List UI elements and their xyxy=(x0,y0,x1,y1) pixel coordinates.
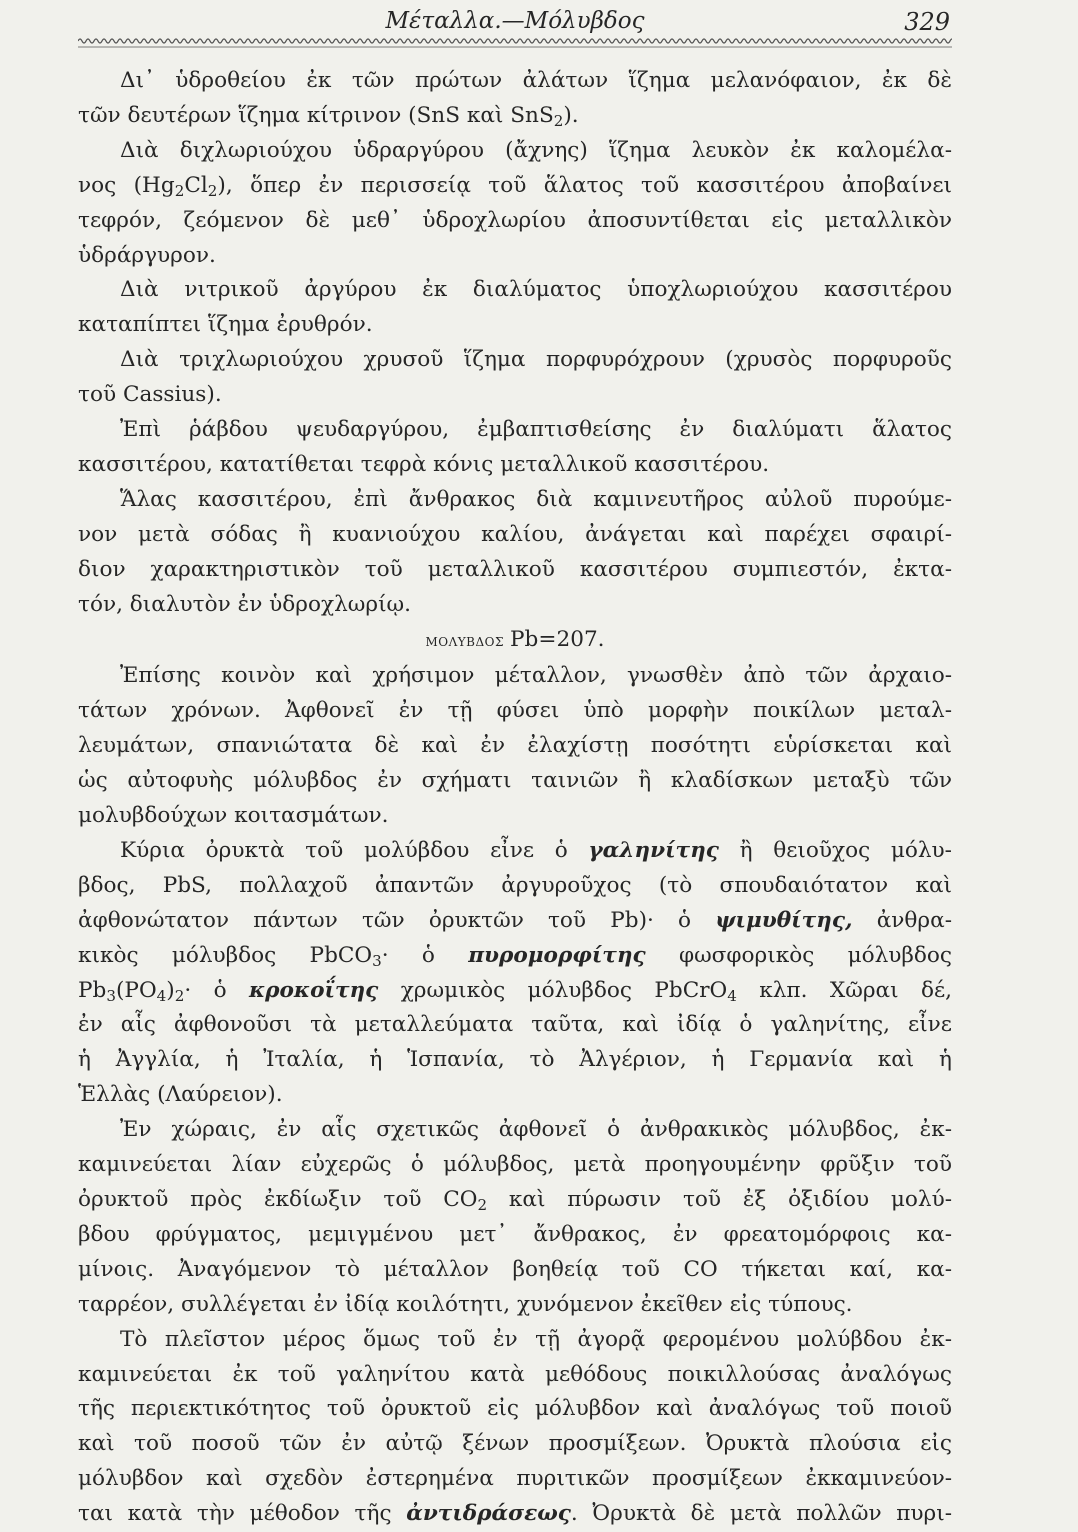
text-line: διον χαρακτηριστικὸν τοῦ μεταλλικοῦ κασσιτέρου συμπιεστόν, ἐκτα- xyxy=(78,556,952,582)
text-line: τοῦ Cassius). xyxy=(78,382,222,408)
text-line: καμινεύεται ἐκ τοῦ γαληνίτου κατὰ μεθόδους ποικιλλούσας ἀναλόγως xyxy=(78,1361,952,1387)
page-number: 329 xyxy=(904,8,950,36)
page-header xyxy=(78,8,952,38)
text-line: Τὸ πλεῖστον μέρος ὅμως τοῦ ἐν τῇ ἀγορᾷ φερομένου μολύβδου ἐκ- xyxy=(120,1326,952,1352)
text-line: τῆς περιεκτικότητος τοῦ ὀρυκτοῦ εἰς μόλυβδον καὶ ἀναλόγως τοῦ ποιοῦ xyxy=(78,1396,952,1422)
text-line: ὀρυκτοῦ πρὸς ἐκδίωξιν τοῦ $CO_2$ καὶ πύρωσιν τοῦ ἐξ ὀξιδίου μολύ- xyxy=(78,1187,952,1214)
text-line: βδος, PbS, πολλαχοῦ ἀπαντῶν ἀργυροῦχος (τὸ σπουδαιότατον καὶ xyxy=(78,872,952,898)
text-line: Διὰ διχλωριούχου ὑδραργύρου (ἄχνης) ἵζημα λευκὸν ἐκ καλομέλα- xyxy=(120,137,952,163)
text-line: μολυβδούχων κοιτασμάτων. xyxy=(78,803,389,829)
text-line: Διὰ νιτρικοῦ ἀργύρου ἐκ διαλύματος ὑποχλωριούχου κασσιτέρου xyxy=(120,277,952,303)
running-title: Μέταλλα.—Μόλυβδος xyxy=(385,8,645,34)
text-line: ὡς αὐτοφυὴς μόλυβδος ἐν σχήματι ταινιῶν ἢ κλαδίσκων μεταξὺ τῶν xyxy=(78,768,952,794)
text-line: νος $(Hg_2Cl_2)$, ὅπερ ἐν περισσείᾳ τοῦ ἅλατος τοῦ κασσιτέρου ἀποβαίνει xyxy=(78,172,952,200)
text-line: Ἅλας κασσιτέρου, ἐπὶ ἄνθρακος διὰ καμινευτῆρος αὐλοῦ πυρούμε- xyxy=(120,486,952,512)
text-line: Κύρια ὀρυκτὰ τοῦ μολύβδου εἶνε ὁ γαληνίτης ἢ θειοῦχος μόλυ- xyxy=(120,837,952,863)
text-line: βδου φρύγματος, μεμιγμένου μετ᾽ ἄνθρακος, ἐν φρεατομόρφοις κα- xyxy=(78,1221,952,1247)
text-line: τόν, διαλυτὸν ἐν ὑδροχλωρίῳ. xyxy=(78,591,412,617)
body-text xyxy=(78,64,952,1532)
text-line: ἀφθονώτατον πάντων τῶν ὀρυκτῶν τοῦ Pb)· ὁ ψιμυθίτης, ἀνθρα- xyxy=(78,907,952,933)
text-line: ται κατὰ τὴν μέθοδον τῆς ἀντιδράσεως. Ὀρυκτὰ δὲ μετὰ πολλῶν πυρι- xyxy=(78,1501,952,1527)
text-line: νον μετὰ σόδας ἢ κυανιούχου καλίου, ἀνάγεται καὶ παρέχει σφαιρί- xyxy=(78,521,952,547)
text-line: ἡ Ἀγγλία, ἡ Ἰταλία, ἡ Ἱσπανία, τὸ Ἀλγέριον, ἡ Γερμανία καὶ ἡ xyxy=(78,1047,952,1073)
text-line: τάτων χρόνων. Ἀφθονεῖ ἐν τῇ φύσει ὑπὸ μορφὴν ποικίλων μεταλ- xyxy=(78,698,952,724)
text-line: λευμάτων, σπανιώτατα δὲ καὶ ἐν ἐλαχίστῃ ποσότητι εὑρίσκεται καὶ xyxy=(78,733,952,759)
text-line: Δι᾽ ὑδροθείου ἐκ τῶν πρώτων ἀλάτων ἵζημα μελανόφαιον, ἐκ δὲ xyxy=(120,68,952,93)
text-line: Διὰ τριχλωριούχου χρυσοῦ ἵζημα πορφυρόχρουν (χρυσὸς πορφυροῦς xyxy=(120,347,952,373)
text-line: μίνοις. Ἀναγόμενον τὸ μέταλλον βοηθείᾳ τοῦ CO τήκεται καί, κα- xyxy=(78,1256,952,1282)
text-line: κασσιτέρου, κατατίθεται τεφρὰ κόνις μεταλλικοῦ κασσιτέρου. xyxy=(78,451,770,477)
text-line: Ἐν χώραις, ἐν αἷς σχετικῶς ἀφθονεῖ ὁ ἀνθρακικὸς μόλυβδος, ἐκ- xyxy=(120,1117,952,1143)
text-line: τῶν δευτέρων ἵζημα κίτρινον (SnS καὶ SnS$_2$). xyxy=(78,102,579,130)
text-line: μόλυβδον καὶ σχεδὸν ἐστερημένα πυριτικῶν προσμίξεων ἐκκαμινεύον- xyxy=(78,1466,952,1492)
text-line: Ἐπίσης κοινὸν καὶ χρήσιμον μέταλλον, γνωσθὲν ἀπὸ τῶν ἀρχαιο- xyxy=(120,663,952,689)
text-line: καὶ τοῦ ποσοῦ τῶν ἐν αὐτῷ ξένων προσμίξεων. Ὀρυκτὰ πλούσια εἰς xyxy=(78,1431,952,1457)
text-line: τεφρόν, ζεόμενον δὲ μεθ᾽ ὑδροχλωρίου ἀποσυντίθεται εἰς μεταλλικὸν xyxy=(78,207,952,233)
text-line: ταρρέον, συλλέγεται ἐν ἰδίᾳ κοιλότητι, χυνόμενον ἐκεῖθεν εἰς τύπους. xyxy=(78,1291,853,1317)
text-line: ὑδράργυρον. xyxy=(78,242,216,268)
text-line: Ἐπὶ ῥάβδου ψευδαργύρου, ἐμβαπτισθείσης ἐν διαλύματι ἅλατος xyxy=(120,417,952,443)
text-line: κικὸς μόλυβδος PbCO$_3$· ὁ πυρομορφίτης φωσφορικὸς μόλυβδος xyxy=(78,942,952,970)
text-line: καταπίπτει ἵζημα ἐρυθρόν. xyxy=(78,312,373,338)
text-line: ἐν αἷς ἀφθονοῦσι τὰ μεταλλεύματα ταῦτα, καὶ ἰδίᾳ ὁ γαληνίτης, εἶνε xyxy=(78,1012,952,1038)
text-line: Ἑλλὰς (Λαύρειον). xyxy=(78,1082,283,1108)
wavy-rule xyxy=(78,36,952,50)
text-line: καμινεύεται λίαν εὐχερῶς ὁ μόλυβδος, μετὰ προηγουμένην φρῦξιν τοῦ xyxy=(78,1152,952,1178)
text-line: $Pb_3(PO_4)_2\cdot$ ὁ κροκοΐτης χρωμικὸς μόλυβδος PbCrO$_4$ κλπ. Χῶραι δέ, xyxy=(78,977,952,1005)
section-heading: ΜΟΛΥΒΔΟΣ Pb=207. xyxy=(425,626,605,652)
